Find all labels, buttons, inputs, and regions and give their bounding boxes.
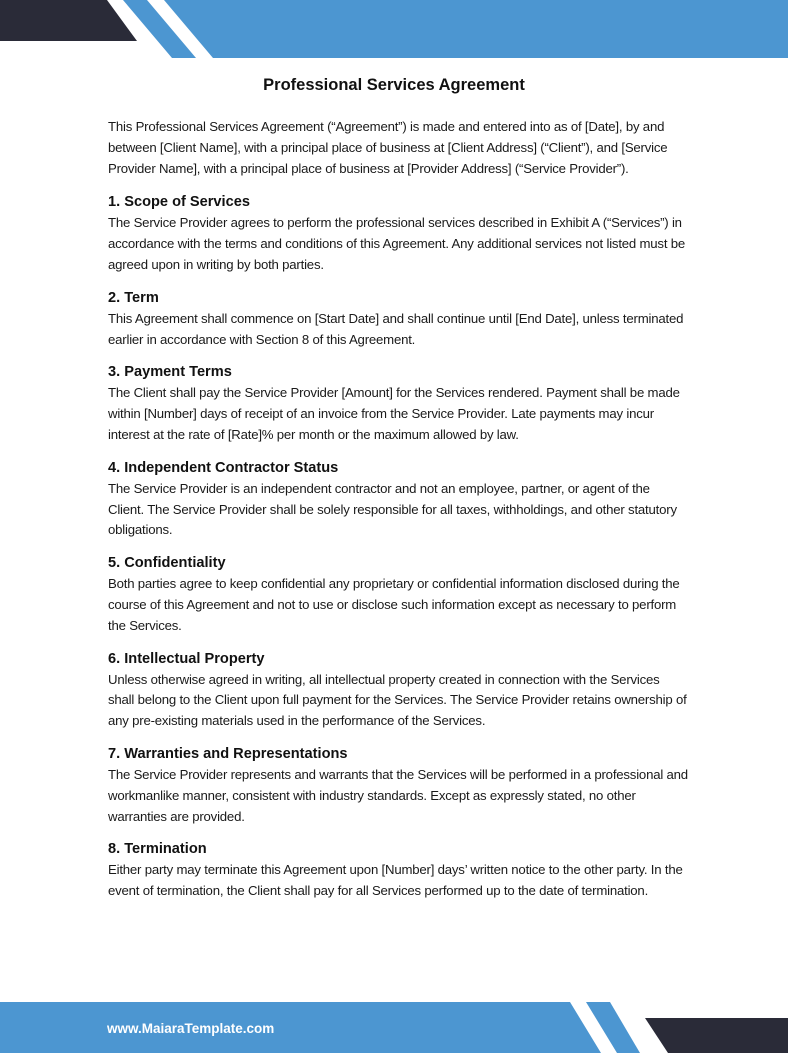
section-heading: 8. Termination: [108, 841, 207, 858]
section-term: [108, 288, 688, 351]
section-confidentiality: [108, 553, 688, 636]
section-heading: 6. Intellectual Property: [108, 650, 265, 667]
section-body: This Agreement shall commence on [Start Date] and shall continue until [End Date], unless terminated earlier in accordance with Section 8 of this Agreement.: [108, 310, 684, 347]
section-body: Both parties agree to keep confidential any proprietary or confidential information disclosed during the course of this Agreement and not to use or disclose such information except as necessary to perform the Services.: [108, 576, 680, 633]
footer-dark-stripe: [645, 1018, 788, 1053]
section-body: The Service Provider is an independent contractor and not an employee, partner, or agent of the Client. The Service Provider shall be solely responsible for all taxes, withholdings, and other statutory obligations.: [108, 480, 677, 538]
section-heading: 7. Warranties and Representations: [108, 745, 348, 762]
document-title: Professional Services Agreement: [263, 76, 525, 94]
section-independent-contractor-status: [108, 458, 688, 541]
footer-blue-band: [0, 1002, 601, 1053]
section-heading: 2. Term: [108, 289, 159, 306]
section-body: Either party may terminate this Agreement upon [Number] days’ written notice to the other party. In the event of termination, the Client shall pay for all Services performed up to the date of termination.: [108, 862, 683, 899]
header-blue-band: [164, 0, 788, 58]
section-intellectual-property: [108, 649, 688, 732]
section-scope-of-services: [108, 192, 688, 275]
header-dark-stripe: [0, 0, 137, 41]
section-body: The Service Provider agrees to perform the professional services described in Exhibit A (“Services”) in accordance with the terms and conditions of this Agreement. Any additional services not listed must be agreed upon in writing by both parties.: [108, 215, 686, 272]
footer-website-link[interactable]: www.MaiaraTemplate.com: [107, 1021, 275, 1036]
section-heading: 5. Confidentiality: [108, 555, 226, 572]
section-heading: 1. Scope of Services: [108, 194, 250, 211]
section-heading: 4. Independent Contractor Status: [108, 459, 339, 476]
intro-paragraph: This Professional Services Agreement (“Agreement”) is made and entered into as of [Date], by and between [Client Name], with a principal place of business at [Client Address] (“Client”), and [Service Provider Name], with a principal place of business at [Provider Address] (“Service Provider”).: [108, 119, 668, 176]
section-payment-terms: [108, 362, 688, 445]
header-banner: [0, 0, 788, 60]
section-termination: [108, 839, 688, 902]
agreement-document: [108, 76, 688, 914]
section-body: The Service Provider represents and warrants that the Services will be performed in a professional and workmanlike manner, consistent with industry standards. Except as expressly stated, no other warranties are provided.: [108, 766, 688, 824]
section-body: Unless otherwise agreed in writing, all intellectual property created in connection with the Services shall belong to the Client upon full payment for the Services. The Service Provider retains ownership of any pre-existing materials used in the performance of the Services.: [108, 671, 687, 729]
section-warranties-and-representations: [108, 744, 688, 827]
section-heading: 3. Payment Terms: [108, 364, 232, 381]
section-body: The Client shall pay the Service Provider [Amount] for the Services rendered. Payment shall be made within [Number] days of receipt of an invoice from the Service Provider. Late payments may incur interest at the rate of [Rate]% per month or the maximum allowed by law.: [108, 385, 680, 442]
